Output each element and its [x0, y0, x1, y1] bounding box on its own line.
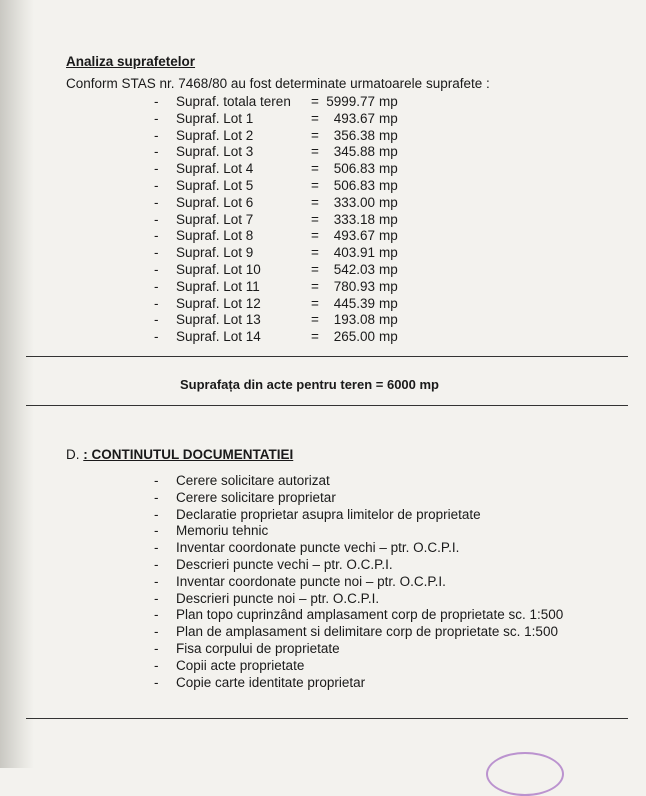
bullet-dash: - [154, 161, 159, 177]
documentation-item-text: Plan topo cuprinzând amplasament corp de proprietate sc. 1:500 [176, 607, 564, 623]
areas-heading: Analiza suprafetelor [66, 54, 196, 69]
documentation-item-text: Descrieri puncte vechi – ptr. O.C.P.I. [176, 557, 393, 572]
area-unit: mp [379, 245, 398, 261]
documentation-item [0, 607, 646, 624]
section-d-prefix: D. [66, 447, 84, 462]
area-unit: mp [379, 178, 398, 193]
bullet-dash: - [154, 657, 159, 673]
area-row [0, 93, 646, 110]
bullet-dash: - [154, 489, 159, 505]
documentation-item [0, 540, 646, 557]
area-unit: mp [379, 110, 398, 126]
area-row [0, 278, 646, 295]
area-value: 780.93 [333, 278, 375, 294]
equals-sign: = [311, 127, 319, 143]
area-value: 333.00 [333, 194, 375, 210]
area-unit: mp [379, 211, 398, 227]
area-value: 403.91 [333, 245, 375, 261]
area-row [0, 211, 646, 228]
bullet-dash: - [154, 94, 159, 109]
bullet-dash: - [154, 295, 159, 311]
bullet-dash: - [154, 110, 159, 126]
area-unit: mp [379, 144, 398, 160]
equals-sign: = [311, 94, 319, 109]
area-row [0, 261, 646, 278]
area-label: Supraf. Lot 14 [176, 329, 261, 345]
area-label: Supraf. Lot 1 [176, 110, 254, 126]
bullet-dash: - [154, 540, 159, 556]
area-unit: mp [379, 278, 398, 294]
bullet-dash: - [154, 312, 159, 328]
bullet-dash: - [154, 573, 159, 589]
area-unit: mp [379, 194, 398, 210]
equals-sign: = [311, 110, 319, 126]
area-value: 542.03 [333, 262, 375, 277]
area-label: Supraf. Lot 13 [176, 312, 261, 328]
area-row [0, 227, 646, 244]
divider-top [26, 356, 628, 357]
area-row [0, 127, 646, 144]
total-area-line: Suprafața din acte pentru teren = 6000 mp [180, 377, 439, 392]
stamp-mark [486, 752, 564, 796]
area-label: Supraf. Lot 7 [176, 211, 254, 227]
documentation-item [0, 574, 646, 591]
documentation-item-text: Declaratie proprietar asupra limitelor de proprietate [176, 506, 481, 522]
area-value: 356.38 [333, 127, 375, 143]
area-unit: mp [379, 127, 398, 143]
area-label: Supraf. Lot 11 [176, 278, 260, 294]
bullet-dash: - [154, 607, 159, 623]
equals-sign: = [311, 228, 319, 244]
area-row [0, 110, 646, 127]
bullet-dash: - [154, 262, 159, 277]
section-d-title: : CONTINUTUL DOCUMENTATIEI [83, 447, 294, 462]
equals-sign: = [311, 312, 319, 328]
bullet-dash: - [154, 641, 159, 656]
equals-sign: = [311, 178, 319, 193]
bullet-dash: - [154, 127, 159, 143]
area-label: Supraf. Lot 5 [176, 178, 254, 193]
area-label: Supraf. Lot 4 [176, 161, 254, 177]
documentation-item-text: Fisa corpului de proprietate [176, 641, 340, 656]
bullet-dash: - [154, 245, 159, 261]
documentation-item [0, 473, 646, 490]
area-value: 506.83 [333, 161, 375, 177]
documentation-item [0, 658, 646, 675]
equals-sign: = [311, 194, 319, 210]
documentation-item-text: Cerere solicitare autorizat [176, 473, 330, 488]
documentation-item-text: Copii acte proprietate [176, 657, 305, 673]
documentation-item [0, 507, 646, 524]
area-row [0, 143, 646, 160]
documentation-item-text: Memoriu tehnic [176, 523, 269, 539]
documentation-item-text: Descrieri puncte noi – ptr. O.C.P.I. [176, 590, 380, 606]
area-value: 193.08 [333, 312, 375, 328]
equals-sign: = [311, 295, 319, 311]
documentation-item [0, 641, 646, 658]
area-value: 493.67 [333, 228, 375, 244]
equals-sign: = [311, 144, 319, 160]
area-unit: mp [379, 161, 398, 177]
area-row [0, 244, 646, 261]
area-label: Supraf. Lot 6 [176, 194, 254, 210]
area-label: Supraf. Lot 12 [176, 295, 261, 311]
area-value: 345.88 [333, 144, 375, 160]
bullet-dash: - [154, 278, 159, 294]
bullet-dash: - [154, 557, 159, 572]
area-label: Supraf. totala teren [176, 94, 291, 109]
area-label: Supraf. Lot 10 [176, 262, 261, 277]
documentation-item-text: Copie carte identitate proprietar [176, 674, 366, 690]
area-label: Supraf. Lot 8 [176, 228, 254, 244]
divider-bottom [26, 718, 628, 719]
area-label: Supraf. Lot 3 [176, 144, 254, 160]
bullet-dash: - [154, 178, 159, 193]
equals-sign: = [311, 278, 319, 294]
area-value: 445.39 [333, 295, 375, 311]
equals-sign: = [311, 161, 319, 177]
equals-sign: = [311, 211, 319, 227]
equals-sign: = [311, 329, 319, 345]
bullet-dash: - [154, 144, 159, 160]
divider-middle [26, 405, 628, 406]
area-row [0, 177, 646, 194]
documentation-item [0, 624, 646, 641]
bullet-dash: - [154, 473, 159, 488]
area-row [0, 311, 646, 328]
bullet-dash: - [154, 523, 159, 539]
area-unit: mp [379, 295, 398, 311]
area-unit: mp [379, 312, 398, 328]
area-label: Supraf. Lot 9 [176, 245, 254, 261]
documentation-item [0, 591, 646, 608]
area-value: 333.18 [333, 211, 375, 227]
area-row [0, 295, 646, 312]
bullet-dash: - [154, 211, 159, 227]
documentation-item [0, 523, 646, 540]
area-unit: mp [379, 262, 398, 277]
section-d-heading [66, 447, 293, 462]
documentation-item [0, 490, 646, 507]
area-row [0, 194, 646, 211]
documentation-item [0, 557, 646, 574]
area-row [0, 160, 646, 177]
area-unit: mp [379, 329, 398, 345]
bullet-dash: - [154, 506, 159, 522]
bullet-dash: - [154, 624, 159, 640]
area-value: 506.83 [333, 178, 375, 193]
bullet-dash: - [154, 590, 159, 606]
documentation-item-text: Inventar coordonate puncte vechi – ptr. O.C.P.I. [176, 540, 460, 556]
documentation-item-text: Cerere solicitare proprietar [176, 489, 336, 505]
bullet-dash: - [154, 329, 159, 345]
area-unit: mp [379, 94, 398, 109]
area-unit: mp [379, 228, 398, 244]
bullet-dash: - [154, 228, 159, 244]
equals-sign: = [311, 262, 319, 277]
equals-sign: = [311, 245, 319, 261]
documentation-item-text: Inventar coordonate puncte noi – ptr. O.C.P.I. [176, 573, 446, 589]
area-value: 5999.77 [326, 94, 375, 109]
area-label: Supraf. Lot 2 [176, 127, 254, 143]
area-value: 265.00 [333, 329, 375, 345]
documentation-item-text: Plan de amplasament si delimitare corp de proprietate sc. 1:500 [176, 624, 558, 640]
bullet-dash: - [154, 194, 159, 210]
area-value: 493.67 [333, 110, 375, 126]
bullet-dash: - [154, 674, 159, 690]
areas-intro: Conform STAS nr. 7468/80 au fost determinate urmatoarele suprafete : [66, 76, 490, 91]
area-row [0, 328, 646, 345]
documentation-item [0, 675, 646, 692]
